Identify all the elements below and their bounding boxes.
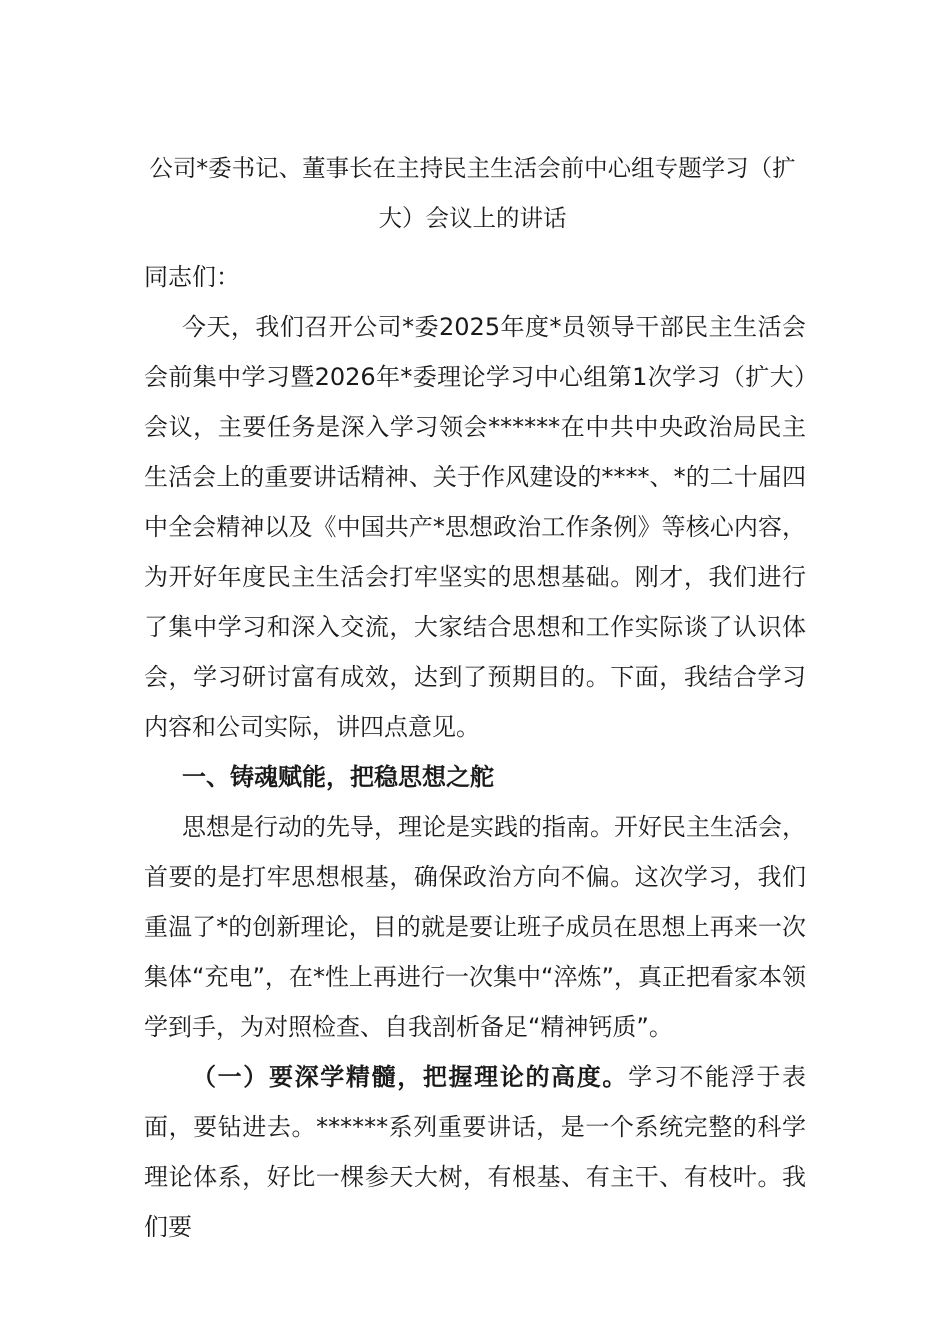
- point-1-paragraph: [144, 1052, 806, 1252]
- section-1-heading: 一、铸魂赋能，把稳思想之舵: [182, 763, 494, 791]
- document-title: 公司*委书记、董事长在主持民主生活会前中心组专题学习（扩大）会议上的讲话: [149, 154, 796, 232]
- document-body: [144, 252, 806, 1252]
- intro-paragraph: 今天，我们召开公司*委2025年度*员领导干部民主生活会会前集中学习暨2026年*委理论学习中心组第1次学习（扩大）会议，主要任务是深入学习领会******在中共中央政治局民主生活会上的重要讲话精神、关于作风建设的****、*的二十届四中全会精神以及《中国共产*思想政治工作条例》等核心内容，为开好年度民主生活会打牢坚实的思想基础。刚才，我们进行了集中学习和深入交流，大家结合思想和工作实际谈了认识体会，学习研讨富有成效，达到了预期目的。下面，我结合学习内容和公司实际，讲四点意见。: [144, 313, 806, 741]
- salutation: 同志们：: [144, 263, 240, 291]
- section-1-paragraph: 思想是行动的先导，理论是实践的指南。开好民主生活会，首要的是打牢思想根基，确保政治方向不偏。这次学习，我们重温了*的创新理论，目的就是要让班子成员在思想上再来一次集体“充电”，在*性上再进行一次集中“淬炼”，真正把看家本领学到手，为对照检查、自我剖析备足“精神钙质”。: [144, 813, 806, 1041]
- point-1-lead: （一）要深学精髓，把握理论的高度。: [192, 1063, 629, 1091]
- point-1-body: 学习不能浮于表面，要钻进去。******系列重要讲话，是一个系统完整的科学理论体系，好比一棵参天大树，有根基、有主干、有枝叶。我们要: [144, 1063, 807, 1241]
